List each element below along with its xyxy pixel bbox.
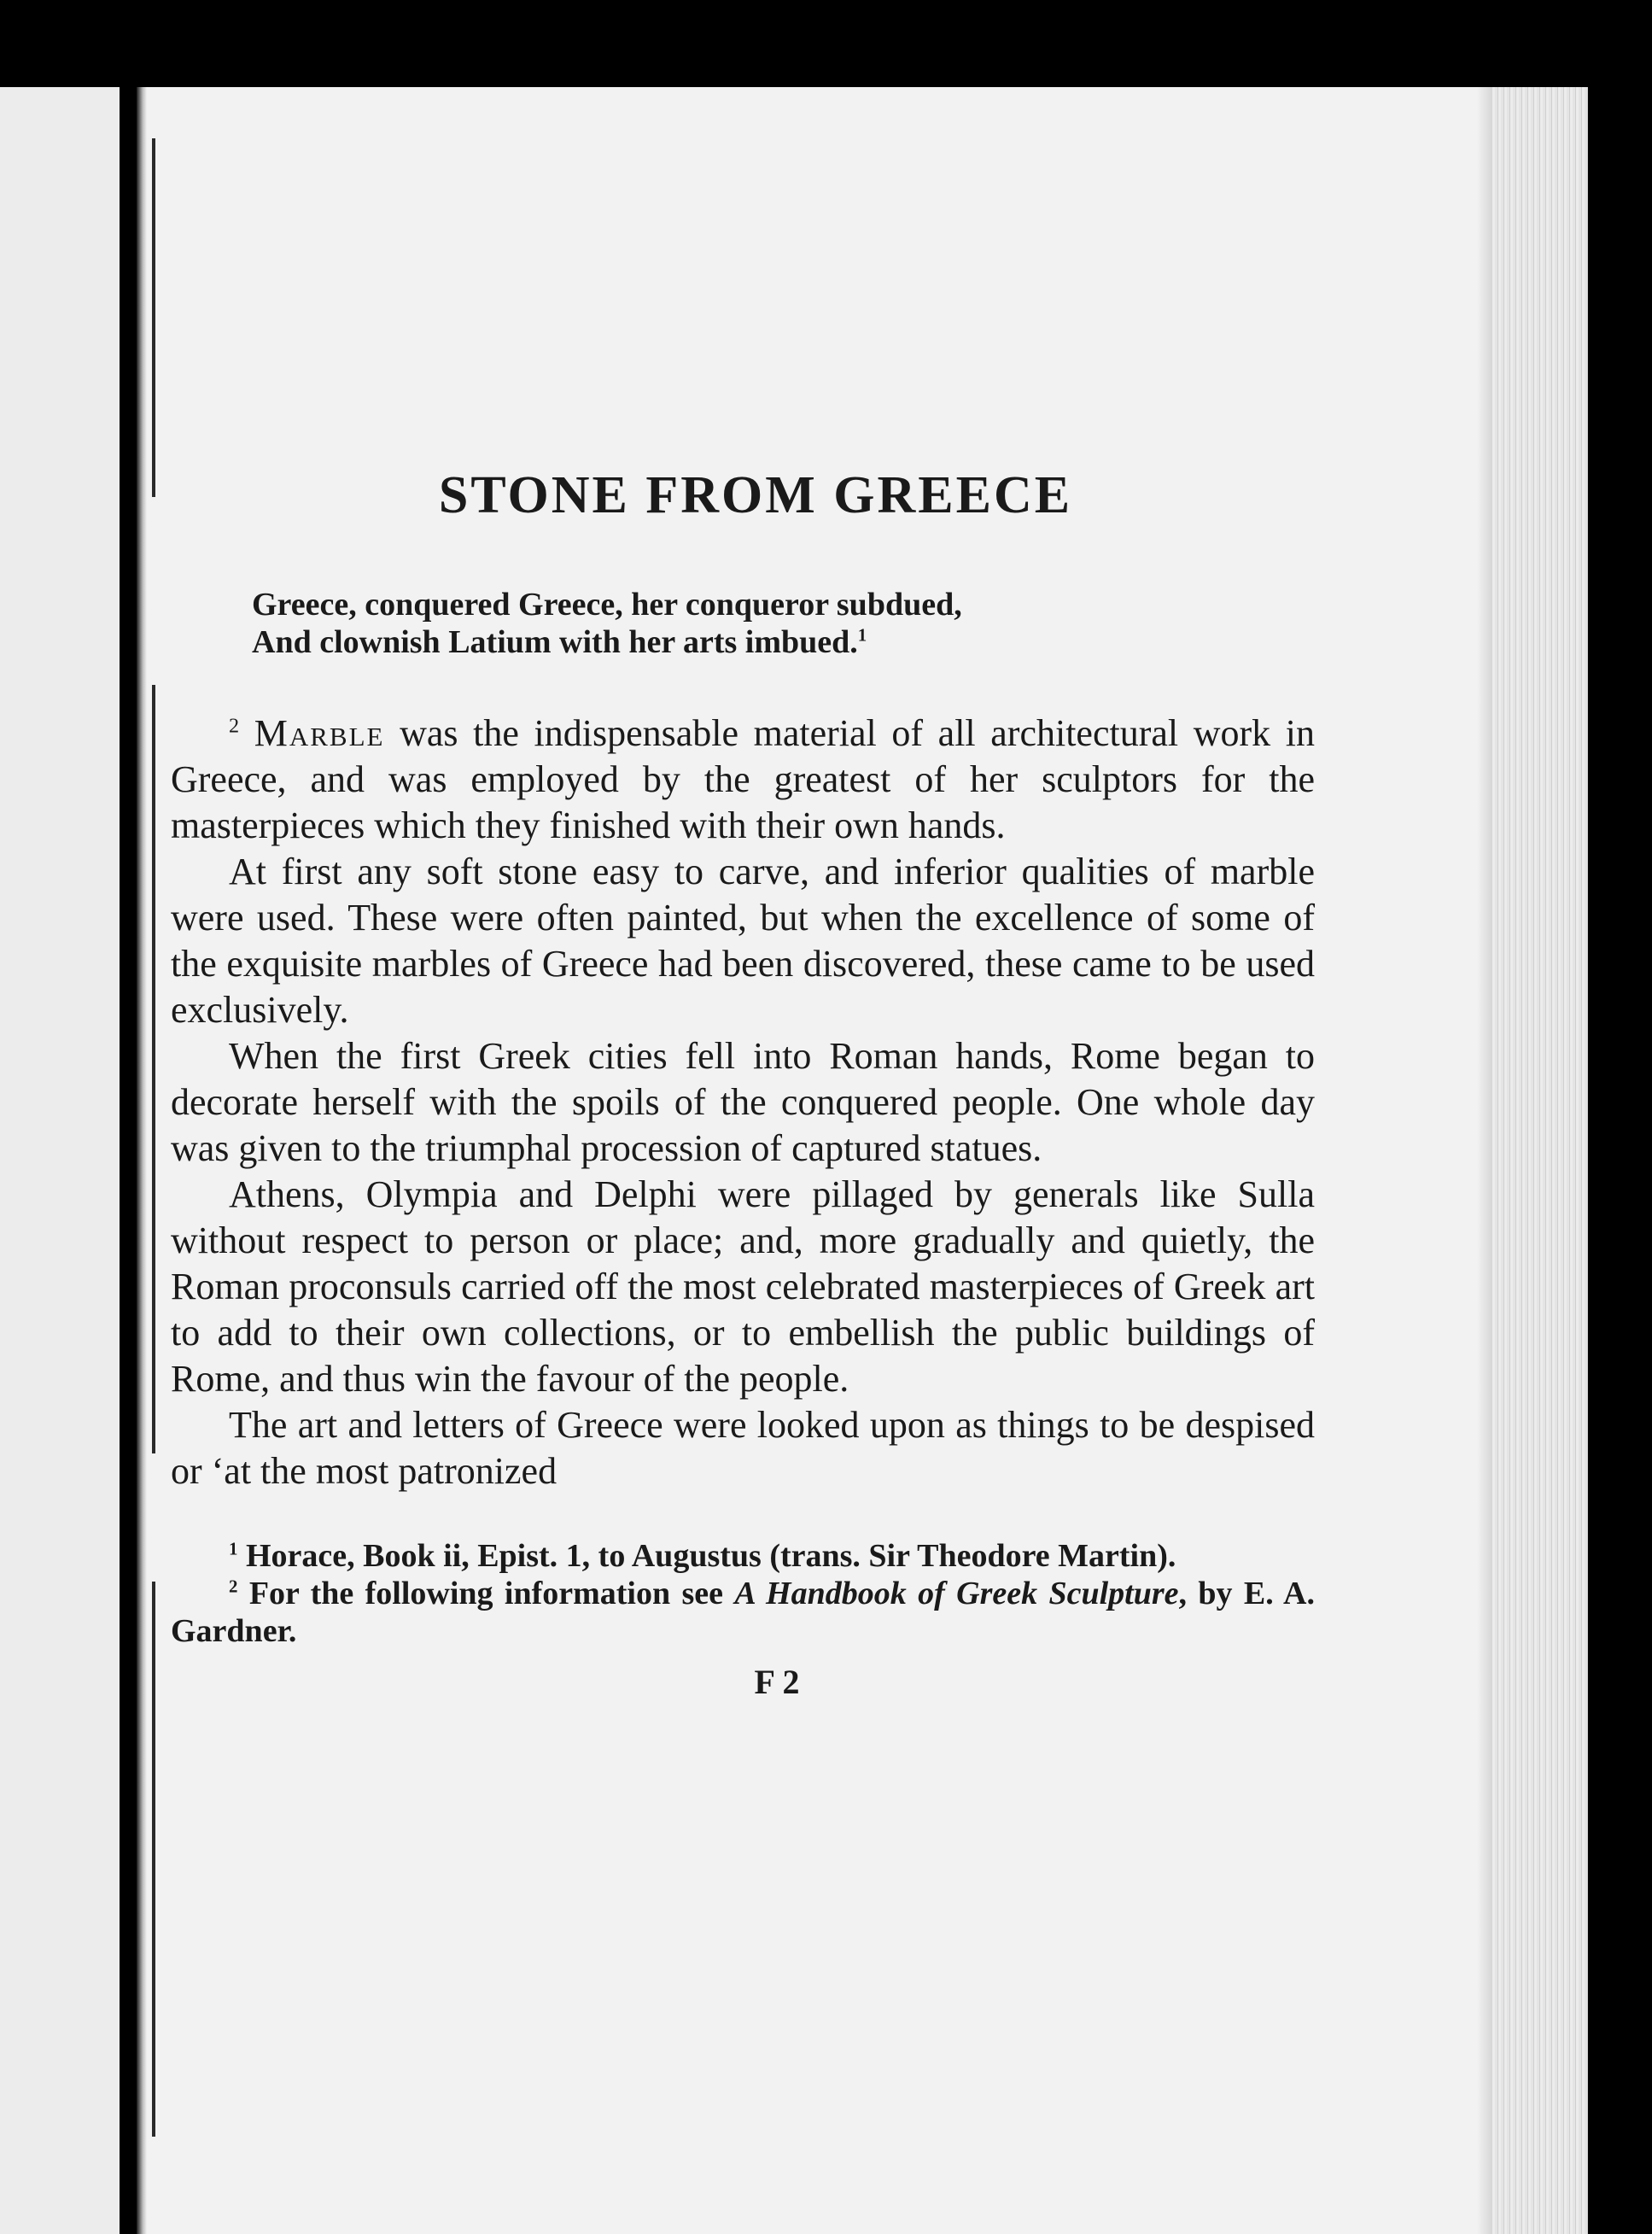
page-fore-edge [1477,87,1588,2234]
gutter-line [152,685,155,1453]
footnotes [171,1537,1315,1650]
footnote-marker: 2 [229,1576,238,1597]
signature-mark: F 2 [754,1663,800,1701]
epigraph-line [252,586,1315,623]
footnote-ref: 1 [857,624,867,646]
footnote-marker: 1 [229,1538,238,1559]
footnote-text: For the following information see [237,1576,735,1611]
epigraph-line-text: And clownish Latium with her arts imbued. [252,624,858,660]
footnote-text: Horace, Book ii, Epist. 1, to Augustus (trans. Sir Theodore Martin). [237,1538,1176,1574]
paragraph: At first any soft stone easy to carve, and inferior qualities of marble were used. These were often painted, but when the excellence of some of the exquisite marbles of Greece had been discovered, these came to be used exclusively. [171,851,1315,1031]
page-content [171,465,1315,1702]
paragraph [171,711,1315,849]
gutter-line [152,138,155,497]
epigraph-line [252,623,1315,661]
epigraph [252,586,1315,661]
page-spine-shadow [137,87,147,2234]
previous-page-edge [0,87,120,2234]
cited-work-title: A Handbook of Greek Sculpture [734,1576,1179,1611]
paragraph: Athens, Olympia and Delphi were pillaged by generals like Sulla without respect to person or place; and, more gradually and quietly, the Roman proconsuls carried off the most celebrated masterpieces of Greek art to add to their own collections, or to embellish the public buildings of Rome, and thus win the favour of the people. [171,1173,1315,1400]
footnote-text: , by E. A. Gardner. [171,1576,1315,1649]
body-text [171,711,1315,1494]
gutter-line [152,1582,155,2137]
paragraph-text: was the indispensable material of all architectural work in Greece, and was employed by the greatest of her sculptors for the masterpieces which they finished with their own hands. [171,712,1315,846]
paragraph: When the first Greek cities fell into Roman hands, Rome began to decorate herself with the spoils of the conquered people. One whole day was given to the triumphal procession of captured statues. [171,1035,1315,1169]
lead-word: Marble [254,712,385,754]
epigraph-line-text: Greece, conquered Greece, her conqueror subdued, [252,587,962,623]
footnote [171,1537,1315,1575]
paragraph: The art and letters of Greece were looked upon as things to be despised or ‘at the most patronized [171,1404,1315,1492]
chapter-title: STONE FROM GREECE [438,466,1073,524]
footnote-ref: 2 [229,714,240,738]
footnote [171,1575,1315,1650]
